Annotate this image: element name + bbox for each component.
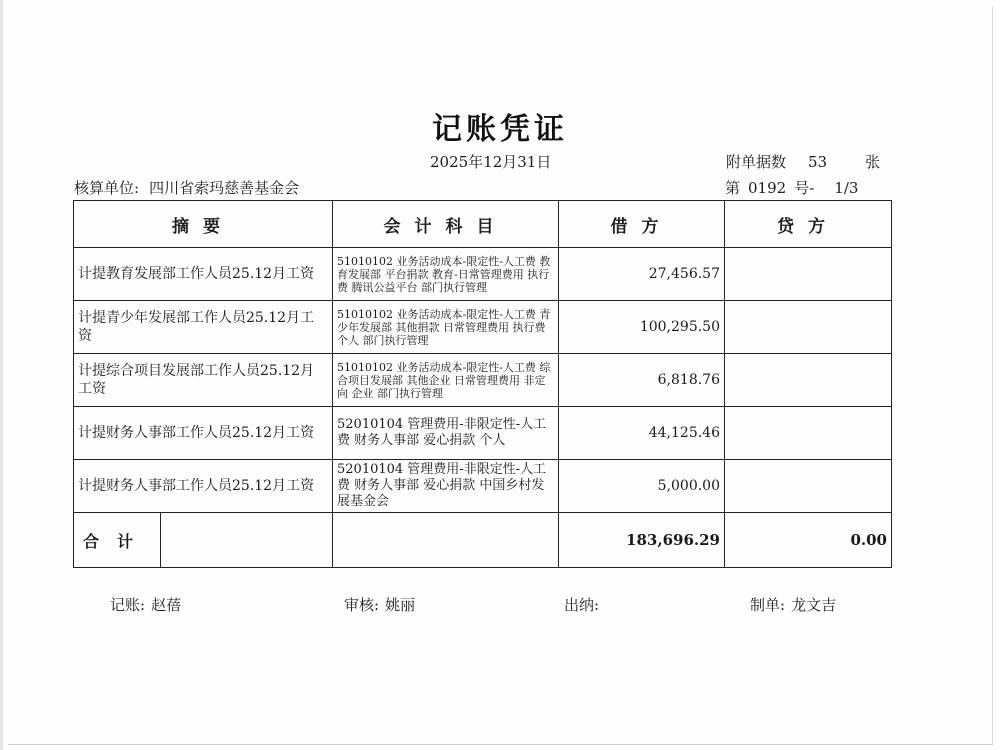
table-row xyxy=(74,248,892,301)
bookkeeper-signature xyxy=(110,594,181,615)
table-header-row xyxy=(74,201,892,248)
voucher-date: 2025年12月31日 xyxy=(430,153,552,171)
voucher-number-value: 0192 xyxy=(748,179,787,197)
row-account: 52010104 管理费用-非限定性-人工费 财务人事部 爱心捐款 个人 xyxy=(333,407,559,460)
row-debit: 6,818.76 xyxy=(559,354,725,407)
row-credit xyxy=(725,354,892,407)
table-row xyxy=(74,354,892,407)
row-account: 51010102 业务活动成本-限定性-人工费 教育发展部 平台捐款 教育-日常管理费用 执行费 腾讯公益平台 部门执行管理 xyxy=(333,248,559,301)
preparer-name: 龙文吉 xyxy=(791,596,837,614)
auditor-signature xyxy=(344,594,415,615)
cashier-label: 出纳: xyxy=(564,596,600,614)
bookkeeper-label: 记账: xyxy=(110,596,146,614)
header-summary: 摘要 xyxy=(74,201,333,248)
unit-name: 四川省索玛慈善基金会 xyxy=(149,179,300,197)
row-credit xyxy=(725,460,892,513)
voucher-number xyxy=(725,177,858,198)
total-blank xyxy=(161,513,332,567)
row-credit xyxy=(725,248,892,301)
row-account: 51010102 业务活动成本-限定性-人工费 青少年发展部 其他捐款 日常管理费用 执行费 个人 部门执行管理 xyxy=(333,301,559,354)
total-debit: 183,696.29 xyxy=(559,513,725,568)
row-account: 52010104 管理费用-非限定性-人工费 财务人事部 爱心捐款 中国乡村发展基金会 xyxy=(333,460,559,513)
total-row xyxy=(74,513,892,568)
attachment-count: 53 xyxy=(808,153,828,171)
total-account-blank xyxy=(333,513,559,568)
preparer-signature xyxy=(750,594,836,615)
voucher-table xyxy=(73,200,892,568)
row-account: 51010102 业务活动成本-限定性-人工费 综合项目发展部 其他企业 日常管理费用 非定向 企业 部门执行管理 xyxy=(333,354,559,407)
unit-label: 核算单位: xyxy=(74,179,140,197)
preparer-label: 制单: xyxy=(750,596,786,614)
row-debit: 27,456.57 xyxy=(559,248,725,301)
row-summary: 计提教育发展部工作人员25.12月工资 xyxy=(74,248,333,301)
total-credit: 0.00 xyxy=(725,513,892,568)
row-summary: 计提财务人事部工作人员25.12月工资 xyxy=(74,460,333,513)
attachment-unit: 张 xyxy=(865,153,881,171)
header-credit: 贷方 xyxy=(725,201,892,248)
row-debit: 44,125.46 xyxy=(559,407,725,460)
table-row xyxy=(74,407,892,460)
accounting-unit xyxy=(74,177,299,198)
cashier-signature xyxy=(564,594,605,615)
row-debit: 100,295.50 xyxy=(559,301,725,354)
attachment-label: 附单据数 xyxy=(726,153,787,171)
attachment-info xyxy=(726,151,880,172)
row-credit xyxy=(725,407,892,460)
voucher-prefix: 第 xyxy=(725,179,741,197)
table-row xyxy=(74,301,892,354)
voucher-suffix: 号- xyxy=(794,179,815,197)
row-debit: 5,000.00 xyxy=(559,460,725,513)
row-summary: 计提青少年发展部工作人员25.12月工资 xyxy=(74,301,333,354)
total-label-cell xyxy=(74,513,333,568)
auditor-name: 姚丽 xyxy=(385,596,416,614)
voucher-page: 1/3 xyxy=(834,179,859,197)
table-row xyxy=(74,460,892,513)
row-summary: 计提综合项目发展部工作人员25.12月工资 xyxy=(74,354,333,407)
bookkeeper-name: 赵蓓 xyxy=(151,596,182,614)
row-summary: 计提财务人事部工作人员25.12月工资 xyxy=(74,407,333,460)
header-account: 会计科目 xyxy=(333,201,559,248)
voucher-title: 记账凭证 xyxy=(432,112,568,147)
row-credit xyxy=(725,301,892,354)
header-debit: 借方 xyxy=(559,201,725,248)
auditor-label: 审核: xyxy=(344,596,380,614)
total-label: 合计 xyxy=(74,513,161,567)
